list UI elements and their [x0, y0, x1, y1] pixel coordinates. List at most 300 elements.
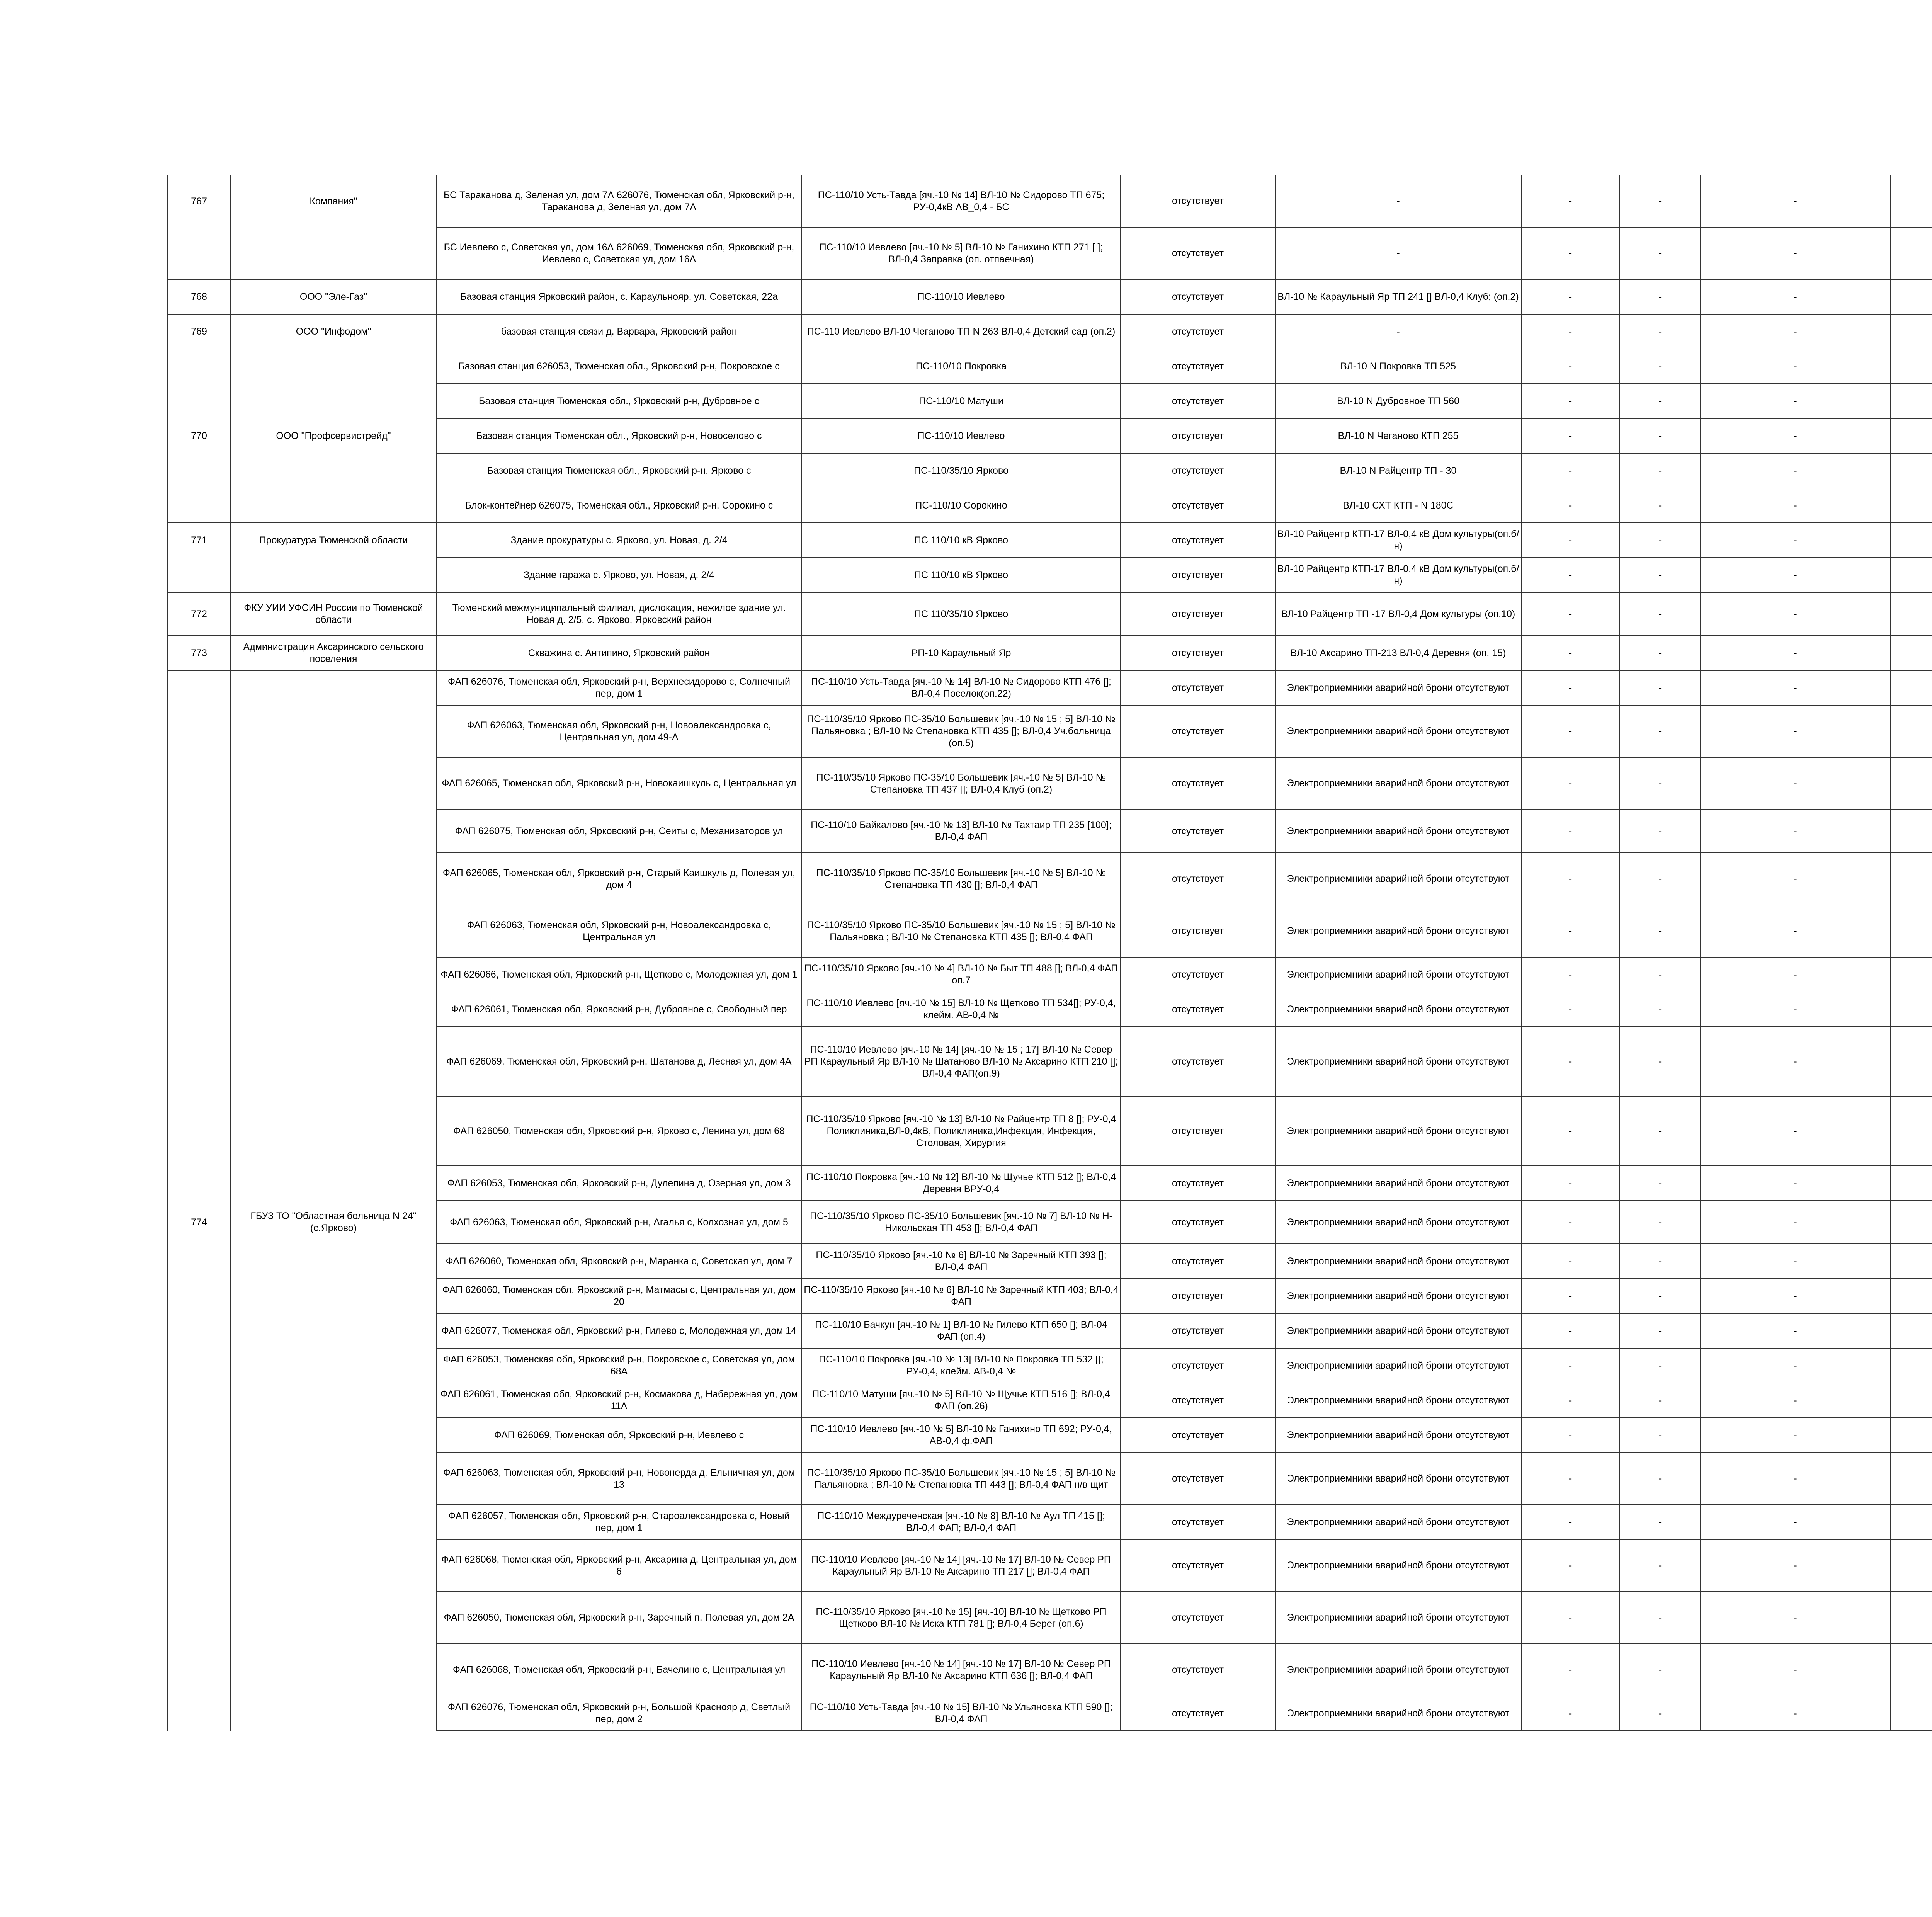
organization-cell: Администрация Аксаринского сельского поселения [231, 636, 436, 670]
row-supply: ПС-110/35/10 Ярково ПС-35/10 Большевик [яч.-10 № 7] ВЛ-10 № Н-Никольская ТП 453 []; ВЛ-0,4 ФАП [802, 1201, 1121, 1244]
dash-cell: - [1619, 384, 1701, 418]
organization-cell [231, 1418, 436, 1453]
dash-cell: - [1701, 670, 1890, 705]
group-number-cell: 769 [167, 314, 231, 349]
dash-cell: - [1521, 1244, 1619, 1279]
table-row [167, 349, 1932, 384]
dash-cell: - [1619, 957, 1701, 992]
row-object: ФАП 626061, Тюменская обл, Ярковский р-н, Дубровное с, Свободный пер [436, 992, 802, 1027]
dash-cell: - [1701, 1201, 1890, 1244]
dash-cell [1890, 1348, 1932, 1383]
row-status: отсутствует [1121, 1644, 1275, 1696]
row-object: ФАП 626050, Тюменская обл, Ярковский р-н, Заречный п, Полевая ул, дом 2А [436, 1592, 802, 1644]
dash-cell [1890, 636, 1932, 670]
dash-cell: - [1521, 853, 1619, 905]
dash-cell: - [1701, 853, 1890, 905]
dash-cell: - [1521, 1096, 1619, 1166]
row-supply: ПС-110/35/10 Ярково ПС-35/10 Большевик [яч.-10 № 5] ВЛ-10 № Степановка ТП 437 []; ВЛ-0,4 Клуб (оп.2) [802, 757, 1121, 810]
row-status: отсутствует [1121, 853, 1275, 905]
dash-cell: - [1521, 1505, 1619, 1539]
row-supply: ПС 110/10 кВ Ярково [802, 558, 1121, 592]
group-number-cell [167, 1096, 231, 1166]
dash-cell: - [1521, 175, 1619, 227]
dash-cell: - [1701, 905, 1890, 957]
row-supply: ПС-110/10 Байкалово [яч.-10 № 13] ВЛ-10 № Тахтаир ТП 235 [100]; ВЛ-0,4 ФАП [802, 810, 1121, 853]
dash-cell: - [1701, 1505, 1890, 1539]
row-supply: ПС-110/10 Иевлево [802, 418, 1121, 453]
group-number-cell [167, 349, 231, 384]
row-reserve: Электроприемники аварийной брони отсутствуют [1275, 1592, 1521, 1644]
row-status: отсутствует [1121, 810, 1275, 853]
dash-cell [1890, 1539, 1932, 1592]
row-reserve: Электроприемники аварийной брони отсутствуют [1275, 1027, 1521, 1096]
dash-cell: - [1701, 592, 1890, 636]
dash-cell [1890, 1505, 1932, 1539]
dash-cell: - [1701, 279, 1890, 314]
row-supply: ПС-110/35/10 Ярково [яч.-10 № 13] ВЛ-10 № Райцентр ТП 8 []; РУ-0,4 Поликлиника,ВЛ-0,4кВ, Поликлиника,Инфекция, Инфекция, Столовая, Хирургия [802, 1096, 1121, 1166]
organization-cell [231, 992, 436, 1027]
row-object: ФАП 626076, Тюменская обл, Ярковский р-н, Большой Краснояр д, Светлый пер, дом 2 [436, 1696, 802, 1731]
row-object: ФАП 626063, Тюменская обл, Ярковский р-н, Новонерда д, Ельничная ул, дом 13 [436, 1453, 802, 1505]
row-supply: ПС-110/10 Матуши [яч.-10 № 5] ВЛ-10 № Щучье КТП 516 []; ВЛ-0,4 ФАП (оп.26) [802, 1383, 1121, 1418]
group-number-cell: 768 [167, 279, 231, 314]
dash-cell: - [1521, 1592, 1619, 1644]
dash-cell: - [1619, 1539, 1701, 1592]
table-row [167, 705, 1932, 757]
dash-cell: - [1521, 418, 1619, 453]
table-row [167, 227, 1932, 279]
table-row [167, 905, 1932, 957]
group-number-cell [167, 558, 231, 592]
dash-cell: - [1619, 1592, 1701, 1644]
row-status: отсутствует [1121, 227, 1275, 279]
dash-cell: - [1701, 1383, 1890, 1418]
dash-cell: - [1521, 558, 1619, 592]
dash-cell: - [1701, 349, 1890, 384]
dash-cell: - [1619, 1244, 1701, 1279]
row-status: отсутствует [1121, 636, 1275, 670]
dash-cell: - [1521, 1418, 1619, 1453]
dash-cell: - [1521, 1539, 1619, 1592]
dash-cell [1890, 705, 1932, 757]
dash-cell: - [1619, 810, 1701, 853]
row-object: ФАП 626063, Тюменская обл, Ярковский р-н, Новоалександровка с, Центральная ул [436, 905, 802, 957]
organization-cell [231, 1279, 436, 1313]
dash-cell: - [1619, 1096, 1701, 1166]
table-row [167, 523, 1932, 558]
dash-cell: - [1701, 1644, 1890, 1696]
row-status: отсутствует [1121, 757, 1275, 810]
table-row [167, 1592, 1932, 1644]
organization-cell: Прокуратура Тюменской области [231, 523, 436, 558]
group-number-cell [167, 853, 231, 905]
table-row [167, 992, 1932, 1027]
row-supply: ПС-110/10 Иевлево [яч.-10 № 14] [яч.-10 № 17] ВЛ-10 № Север РП Караульный Яр ВЛ-10 № Аксарино ТП 217 []; ВЛ-0,4 ФАП [802, 1539, 1121, 1592]
group-number-cell [167, 453, 231, 488]
row-supply: ПС-110/10 Сорокино [802, 488, 1121, 523]
dash-cell: - [1521, 227, 1619, 279]
row-status: отсутствует [1121, 1313, 1275, 1348]
row-reserve: Электроприемники аварийной брони отсутствуют [1275, 905, 1521, 957]
row-object: Базовая станция 626053, Тюменская обл., Ярковский р-н, Покровское с [436, 349, 802, 384]
group-number-cell [167, 227, 231, 279]
table-row [167, 757, 1932, 810]
dash-cell: - [1619, 1644, 1701, 1696]
dash-cell: - [1701, 992, 1890, 1027]
row-status: отсутствует [1121, 1244, 1275, 1279]
dash-cell: - [1521, 1279, 1619, 1313]
group-number-cell [167, 1539, 231, 1592]
dash-cell: - [1521, 592, 1619, 636]
dash-cell: - [1701, 1696, 1890, 1731]
dash-cell: - [1521, 279, 1619, 314]
dash-cell [1890, 1696, 1932, 1731]
row-status: отсутствует [1121, 1418, 1275, 1453]
dash-cell: - [1701, 488, 1890, 523]
row-object: Здание прокуратуры с. Ярково, ул. Новая, д. 2/4 [436, 523, 802, 558]
dash-cell: - [1619, 227, 1701, 279]
dash-cell: - [1619, 1279, 1701, 1313]
dash-cell: - [1521, 905, 1619, 957]
dash-cell: - [1521, 453, 1619, 488]
organization-cell: ГБУЗ ТО "Областная больница N 24" (с.Ярково) [231, 1201, 436, 1244]
organization-cell [231, 957, 436, 992]
dash-cell [1890, 384, 1932, 418]
row-reserve: ВЛ-10 Райцентр КТП-17 ВЛ-0,4 кВ Дом культуры(оп.б/н) [1275, 523, 1521, 558]
row-reserve: ВЛ-10 Райцентр ТП -17 ВЛ-0,4 Дом культуры (оп.10) [1275, 592, 1521, 636]
row-supply: ПС-110/35/10 Ярково [яч.-10 № 6] ВЛ-10 № Заречный КТП 393 []; ВЛ-0,4 ФАП [802, 1244, 1121, 1279]
row-supply: ПС-110/35/10 Ярково [яч.-10 № 15] [яч.-10] ВЛ-10 № Щетково РП Щетково ВЛ-10 № Иска КТП 781 []; ВЛ-0,4 Берег (оп.6) [802, 1592, 1121, 1644]
row-reserve: Электроприемники аварийной брони отсутствуют [1275, 1696, 1521, 1731]
dash-cell [1890, 957, 1932, 992]
dash-cell [1890, 1244, 1932, 1279]
row-supply: РП-10 Караульный Яр [802, 636, 1121, 670]
dash-cell: - [1619, 1505, 1701, 1539]
group-number-cell [167, 810, 231, 853]
dash-cell [1890, 1096, 1932, 1166]
organization-cell [231, 705, 436, 757]
group-number-cell [167, 488, 231, 523]
dash-cell: - [1619, 314, 1701, 349]
table-row [167, 175, 1932, 227]
table-row [167, 1383, 1932, 1418]
row-status: отсутствует [1121, 1096, 1275, 1166]
group-number-cell [167, 1166, 231, 1201]
group-number-cell [167, 1592, 231, 1644]
row-reserve: Электроприемники аварийной брони отсутствуют [1275, 1244, 1521, 1279]
table-row [167, 1313, 1932, 1348]
organization-cell: Компания" [231, 175, 436, 227]
dash-cell: - [1619, 1166, 1701, 1201]
dash-cell: - [1701, 1166, 1890, 1201]
organization-cell [231, 558, 436, 592]
group-number-cell [167, 1313, 231, 1348]
row-supply: ПС-110/35/10 Ярково ПС-35/10 Большевик [яч.-10 № 15 ; 5] ВЛ-10 № Пальяновка ; ВЛ-10 № Степановка КТП 435 []; ВЛ-0,4 ФАП [802, 905, 1121, 957]
row-reserve: ВЛ-10 N Покровка ТП 525 [1275, 349, 1521, 384]
organization-cell: ООО "Эле-Газ" [231, 279, 436, 314]
group-number-cell [167, 1505, 231, 1539]
dash-cell: - [1521, 1383, 1619, 1418]
dash-cell [1890, 349, 1932, 384]
dash-cell: - [1521, 1313, 1619, 1348]
table-row [167, 810, 1932, 853]
dash-cell [1890, 1592, 1932, 1644]
row-reserve: Электроприемники аварийной брони отсутствуют [1275, 670, 1521, 705]
dash-cell: - [1521, 1027, 1619, 1096]
dash-cell: - [1619, 636, 1701, 670]
dash-cell: - [1701, 1418, 1890, 1453]
table-row [167, 1418, 1932, 1453]
dash-cell [1890, 992, 1932, 1027]
dash-cell: - [1701, 957, 1890, 992]
row-status: отсутствует [1121, 905, 1275, 957]
dash-cell: - [1521, 1166, 1619, 1201]
row-status: отсутствует [1121, 384, 1275, 418]
dash-cell: - [1619, 1027, 1701, 1096]
table-row [167, 1027, 1932, 1096]
row-reserve: ВЛ-10 Райцентр КТП-17 ВЛ-0,4 кВ Дом культуры(оп.б/н) [1275, 558, 1521, 592]
dash-cell: - [1619, 1383, 1701, 1418]
row-reserve: Электроприемники аварийной брони отсутствуют [1275, 1644, 1521, 1696]
row-status: отсутствует [1121, 705, 1275, 757]
group-number-cell [167, 1027, 231, 1096]
organization-cell [231, 1313, 436, 1348]
row-reserve: ВЛ-10 № Караульный Яр ТП 241 [] ВЛ-0,4 Клуб; (оп.2) [1275, 279, 1521, 314]
dash-cell: - [1521, 1453, 1619, 1505]
dash-cell: - [1521, 1644, 1619, 1696]
row-object: ФАП 626066, Тюменская обл, Ярковский р-н, Щетково с, Молодежная ул, дом 1 [436, 957, 802, 992]
dash-cell [1890, 279, 1932, 314]
dash-cell: - [1521, 957, 1619, 992]
row-reserve: Электроприемники аварийной брони отсутствуют [1275, 1418, 1521, 1453]
organization-cell [231, 227, 436, 279]
row-object: Тюменский межмуниципальный филиал, дислокация, нежилое здание ул. Новая д. 2/5, с. Ярково, Ярковский район [436, 592, 802, 636]
dash-cell: - [1701, 314, 1890, 349]
dash-cell: - [1701, 558, 1890, 592]
dash-cell: - [1619, 418, 1701, 453]
dash-cell [1890, 1383, 1932, 1418]
row-supply: ПС-110/10 Покровка [802, 349, 1121, 384]
row-supply: ПС-110/10 Усть-Тавда [яч.-10 № 14] ВЛ-10 № Сидорово КТП 476 []; ВЛ-0,4 Поселок(оп.22) [802, 670, 1121, 705]
row-status: отсутствует [1121, 670, 1275, 705]
dash-cell [1890, 453, 1932, 488]
table-row [167, 636, 1932, 670]
dash-cell [1890, 227, 1932, 279]
dash-cell [1890, 1279, 1932, 1313]
organization-cell [231, 853, 436, 905]
dash-cell [1890, 1166, 1932, 1201]
dash-cell: - [1619, 670, 1701, 705]
row-object: ФАП 626060, Тюменская обл, Ярковский р-н, Маранка с, Советская ул, дом 7 [436, 1244, 802, 1279]
organization-cell [231, 757, 436, 810]
dash-cell: - [1521, 488, 1619, 523]
organization-cell [231, 488, 436, 523]
dash-cell: - [1701, 1096, 1890, 1166]
group-number-cell: 774 [167, 1201, 231, 1244]
table-row [167, 1644, 1932, 1696]
dash-cell: - [1701, 1348, 1890, 1383]
row-status: отсутствует [1121, 314, 1275, 349]
table-row [167, 1244, 1932, 1279]
row-reserve: Электроприемники аварийной брони отсутствуют [1275, 1348, 1521, 1383]
table-row [167, 488, 1932, 523]
dash-cell: - [1521, 1696, 1619, 1731]
dash-cell: - [1521, 636, 1619, 670]
dash-cell: - [1521, 384, 1619, 418]
row-status: отсутствует [1121, 1383, 1275, 1418]
row-reserve: Электроприемники аварийной брони отсутствуют [1275, 757, 1521, 810]
row-status: отсутствует [1121, 453, 1275, 488]
row-reserve: Электроприемники аварийной брони отсутствуют [1275, 957, 1521, 992]
dash-cell: - [1521, 1201, 1619, 1244]
dash-cell: - [1701, 384, 1890, 418]
dash-cell [1890, 1453, 1932, 1505]
group-number-cell [167, 1418, 231, 1453]
table-row [167, 1348, 1932, 1383]
dash-cell: - [1521, 670, 1619, 705]
organization-cell [231, 1696, 436, 1731]
row-object: Базовая станция Ярковский район, с. Караульнояр, ул. Советская, 22а [436, 279, 802, 314]
row-reserve: Электроприемники аварийной брони отсутствуют [1275, 810, 1521, 853]
dash-cell: - [1619, 279, 1701, 314]
table-row [167, 453, 1932, 488]
dash-cell: - [1619, 453, 1701, 488]
dash-cell: - [1701, 1244, 1890, 1279]
row-reserve: Электроприемники аварийной брони отсутствуют [1275, 1539, 1521, 1592]
dash-cell: - [1701, 227, 1890, 279]
row-supply: ПС-110/10 Покровка [яч.-10 № 13] ВЛ-10 № Покровка ТП 532 []; РУ-0,4, клейм. АВ-0,4 № [802, 1348, 1121, 1383]
organization-cell [231, 905, 436, 957]
table-row [167, 1539, 1932, 1592]
row-reserve: Электроприемники аварийной брони отсутствуют [1275, 992, 1521, 1027]
dash-cell [1890, 523, 1932, 558]
dash-cell: - [1619, 1696, 1701, 1731]
row-status: отсутствует [1121, 1027, 1275, 1096]
row-object: БС Тараканова д, Зеленая ул, дом 7А 626076, Тюменская обл, Ярковский р-н, Тараканова д, Зеленая ул, дом 7А [436, 175, 802, 227]
row-reserve: ВЛ-10 N Чеганово КТП 255 [1275, 418, 1521, 453]
dash-cell: - [1619, 853, 1701, 905]
dash-cell: - [1701, 1453, 1890, 1505]
dash-cell: - [1701, 175, 1890, 227]
dash-cell: - [1521, 992, 1619, 1027]
table-row [167, 853, 1932, 905]
row-supply: ПС-110/10 Усть-Тавда [яч.-10 № 15] ВЛ-10 № Ульяновка КТП 590 []; ВЛ-0,4 ФАП [802, 1696, 1121, 1731]
table-body [167, 175, 1932, 1731]
row-status: отсутствует [1121, 1505, 1275, 1539]
dash-cell: - [1701, 453, 1890, 488]
row-reserve: Электроприемники аварийной брони отсутствуют [1275, 1279, 1521, 1313]
row-object: ФАП 626060, Тюменская обл, Ярковский р-н, Матмасы с, Центральная ул, дом 20 [436, 1279, 802, 1313]
group-number-cell [167, 992, 231, 1027]
row-object: Блок-контейнер 626075, Тюменская обл., Ярковский р-н, Сорокино с [436, 488, 802, 523]
row-supply: ПС-110/10 Иевлево [яч.-10 № 5] ВЛ-10 № Ганихино КТП 271 [ ]; ВЛ-0,4 Заправка (оп. отпаечная) [802, 227, 1121, 279]
dash-cell [1890, 905, 1932, 957]
row-object: ФАП 626057, Тюменская обл, Ярковский р-н, Староалександровка с, Новый пер, дом 1 [436, 1505, 802, 1539]
row-reserve: Электроприемники аварийной брони отсутствуют [1275, 1166, 1521, 1201]
row-reserve: Электроприемники аварийной брони отсутствуют [1275, 705, 1521, 757]
dash-cell [1890, 1027, 1932, 1096]
organization-cell [231, 1644, 436, 1696]
organization-cell [231, 1505, 436, 1539]
dash-cell: - [1619, 592, 1701, 636]
row-object: ФАП 626068, Тюменская обл, Ярковский р-н, Аксарина д, Центральная ул, дом 6 [436, 1539, 802, 1592]
table-row [167, 670, 1932, 705]
group-number-cell [167, 705, 231, 757]
row-status: отсутствует [1121, 1279, 1275, 1313]
row-status: отсутствует [1121, 523, 1275, 558]
row-supply: ПС-110/10 Бачкун [яч.-10 № 1] ВЛ-10 № Гилево КТП 650 []; ВЛ-04 ФАП (оп.4) [802, 1313, 1121, 1348]
row-supply: ПС-110/10 Иевлево [802, 279, 1121, 314]
row-status: отсутствует [1121, 175, 1275, 227]
organization-cell: ООО "Инфодом" [231, 314, 436, 349]
organization-cell: ООО "Профсервистрейд" [231, 418, 436, 453]
table-row [167, 1279, 1932, 1313]
dash-cell: - [1701, 523, 1890, 558]
dash-cell: - [1619, 1348, 1701, 1383]
dash-cell: - [1701, 1592, 1890, 1644]
group-number-cell [167, 1453, 231, 1505]
group-number-cell [167, 1244, 231, 1279]
dash-cell: - [1521, 314, 1619, 349]
row-status: отсутствует [1121, 1696, 1275, 1731]
row-object: Базовая станция Тюменская обл., Ярковский р-н, Новоселово с [436, 418, 802, 453]
row-supply: ПС-110/10 Иевлево [яч.-10 № 15] ВЛ-10 № Щетково ТП 534[]; РУ-0,4, клейм. АВ-0,4 № [802, 992, 1121, 1027]
dash-cell: - [1701, 418, 1890, 453]
dash-cell: - [1701, 1313, 1890, 1348]
dash-cell [1890, 1201, 1932, 1244]
organization-cell [231, 1383, 436, 1418]
dash-cell: - [1619, 558, 1701, 592]
dash-cell [1890, 558, 1932, 592]
organization-cell [231, 1592, 436, 1644]
row-reserve: Электроприемники аварийной брони отсутствуют [1275, 1383, 1521, 1418]
organization-cell [231, 1539, 436, 1592]
row-object: ФАП 626050, Тюменская обл, Ярковский р-н, Ярково с, Ленина ул, дом 68 [436, 1096, 802, 1166]
organization-cell [231, 1348, 436, 1383]
row-supply: ПС-110 Иевлево ВЛ-10 Чеганово ТП N 263 ВЛ-0,4 Детский сад (оп.2) [802, 314, 1121, 349]
row-object: ФАП 626068, Тюменская обл, Ярковский р-н, Бачелино с, Центральная ул [436, 1644, 802, 1696]
dash-cell [1890, 1313, 1932, 1348]
dash-cell [1890, 175, 1932, 227]
dash-cell [1890, 592, 1932, 636]
group-number-cell: 773 [167, 636, 231, 670]
row-object: ФАП 626053, Тюменская обл, Ярковский р-н, Покровское с, Советская ул, дом 68А [436, 1348, 802, 1383]
row-status: отсутствует [1121, 279, 1275, 314]
organization-cell [231, 810, 436, 853]
dash-cell: - [1619, 523, 1701, 558]
row-reserve: Электроприемники аварийной брони отсутствуют [1275, 1096, 1521, 1166]
table-row [167, 1096, 1932, 1166]
row-object: Здание гаража с. Ярково, ул. Новая, д. 2/4 [436, 558, 802, 592]
dash-cell [1890, 314, 1932, 349]
row-object: ФАП 626063, Тюменская обл, Ярковский р-н, Новоалександровка с, Центральная ул, дом 49-А [436, 705, 802, 757]
row-status: отсутствует [1121, 1166, 1275, 1201]
row-reserve: Электроприемники аварийной брони отсутствуют [1275, 1453, 1521, 1505]
dash-cell: - [1619, 905, 1701, 957]
dash-cell [1890, 670, 1932, 705]
dash-cell [1890, 757, 1932, 810]
row-object: Скважина с. Антипино, Ярковский район [436, 636, 802, 670]
dash-cell [1890, 418, 1932, 453]
dash-cell: - [1701, 757, 1890, 810]
row-object: ФАП 626065, Тюменская обл, Ярковский р-н, Новокаишкуль с, Центральная ул [436, 757, 802, 810]
group-number-cell: 772 [167, 592, 231, 636]
dash-cell: - [1619, 1453, 1701, 1505]
organization-cell [231, 1027, 436, 1096]
row-reserve: Электроприемники аварийной брони отсутствуют [1275, 1313, 1521, 1348]
group-number-cell [167, 905, 231, 957]
row-object: Базовая станция Тюменская обл., Ярковский р-н, Ярково с [436, 453, 802, 488]
